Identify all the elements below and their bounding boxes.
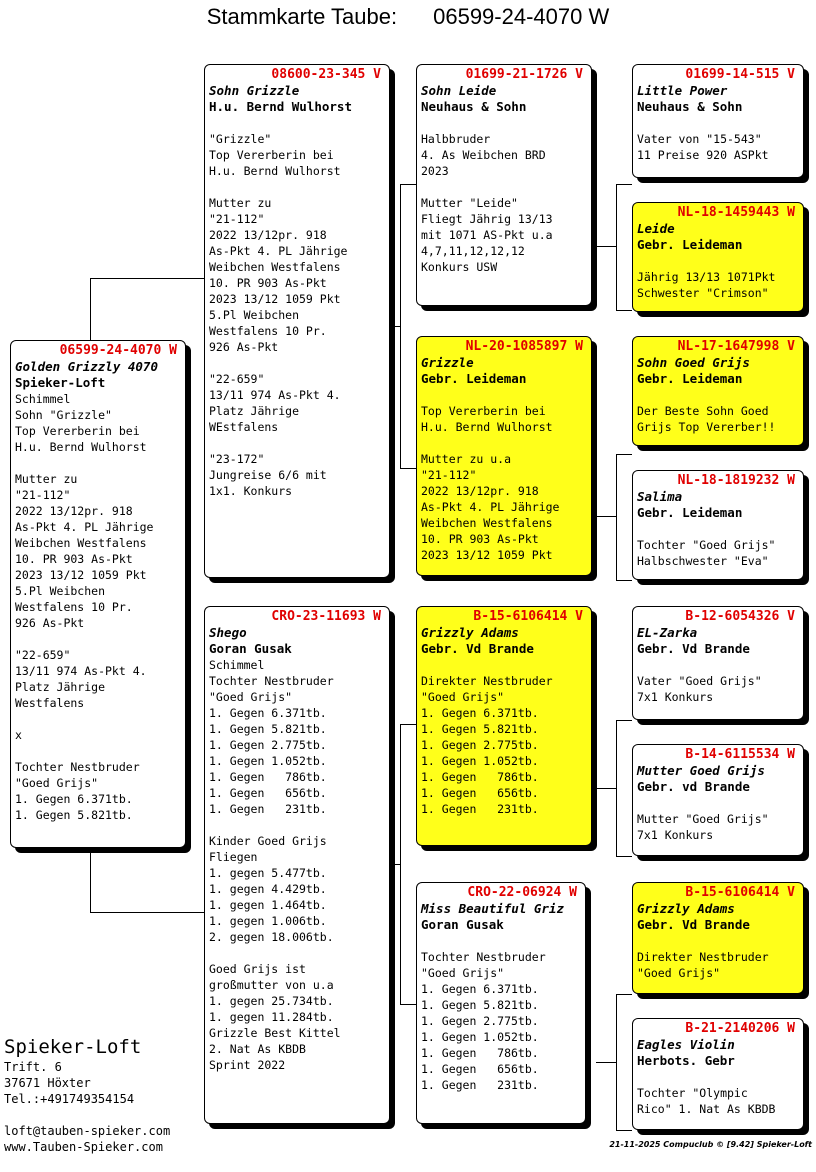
ring-number: CRO-22-06924 W — [467, 885, 577, 900]
connector-line — [400, 1004, 416, 1005]
ring-number: 01699-14-515 V — [685, 67, 795, 82]
breeder-name: Gebr. Vd Brande — [421, 641, 534, 656]
breeder-name: Gebr. Vd Brande — [637, 641, 750, 656]
pigeon-name: Eagles Violin — [637, 1037, 735, 1052]
breeder-name: H.u. Bernd Wulhorst — [209, 99, 352, 114]
pigeon-name: Grizzly Adams — [421, 625, 519, 640]
connector-line — [616, 1130, 632, 1131]
breeder-name: Gebr. Leideman — [421, 371, 527, 386]
connector-line — [596, 246, 616, 247]
ring-number: B-12-6054326 V — [685, 609, 795, 624]
pigeon-card-sds[interactable] — [632, 336, 804, 446]
connector-line — [596, 516, 616, 517]
pigeon-name: Mutter Goed Grijs — [637, 763, 765, 778]
ring-number: 08600-23-345 V — [271, 67, 381, 82]
pigeon-name: Sohn Goed Grijs — [637, 355, 750, 370]
connector-line — [90, 278, 204, 279]
pigeon-notes: Direkter Nestbruder "Goed Grijs" 1. Gegen 6.371tb. 1. Gegen 5.821tb. 1. Gegen 2.775tb. 1. Gegen 1.052tb. 1. Gegen 786tb. 1. Gegen 656tb. 1. Gegen 231tb. — [421, 674, 553, 816]
address-street: Trift. 6 — [4, 1060, 62, 1074]
breeder-name: Gebr. Leideman — [637, 505, 743, 520]
loft-name: Spieker-Loft — [4, 1036, 142, 1058]
pigeon-notes: "Grizzle" Top Vererberin bei H.u. Bernd Wulhorst Mutter zu "21-112" 2022 13/12pr. 918 As-Pkt 4. PL Jährige Weibchen Westfalens 10. PR 903 As-Pkt 2023 13/12 1059 Pkt 5.Pl Weibchen Westfalens 10 Pr. 926 As-Pkt "22-659" 13/11 974 As-Pkt 4. Platz Jährige WEstfalens "23-172" Jungreise 6/6 mit 1x1. Konkurs — [209, 132, 348, 498]
pigeon-card-dam[interactable] — [204, 606, 390, 1124]
pigeon-name: Sohn Leide — [421, 83, 497, 98]
pigeon-card-sdd[interactable] — [632, 470, 804, 580]
pigeon-name: Leide — [637, 221, 675, 236]
pigeon-card-dsd[interactable] — [632, 744, 804, 856]
connector-line — [616, 856, 632, 857]
pigeon-card-ssd[interactable] — [632, 202, 804, 312]
pigeon-card-sire-dam[interactable] — [416, 336, 592, 576]
breeder-name: Gebr. vd Brande — [637, 779, 750, 794]
connector-line — [90, 848, 91, 912]
connector-line — [390, 326, 400, 327]
pigeon-name: Sohn Grizzle — [209, 83, 300, 98]
connector-line — [90, 278, 91, 340]
breeder-name: Herbots. Gebr — [637, 1053, 735, 1068]
pigeon-notes: Vater "Goed Grijs" 7x1 Konkurs — [637, 674, 762, 704]
ring-number: NL-18-1459443 W — [677, 205, 795, 220]
email-link[interactable]: loft@tauben-spieker.com — [4, 1124, 171, 1138]
breeder-name: Goran Gusak — [421, 917, 504, 932]
connector-line — [616, 994, 617, 1130]
connector-line — [616, 720, 632, 721]
pigeon-notes: Der Beste Sohn Goed Grijs Top Vererber!! — [637, 404, 776, 434]
ring-number: B-14-6115534 W — [685, 747, 795, 762]
pigeon-notes: Schimmel Tochter Nestbruder "Goed Grijs" 1. Gegen 6.371tb. 1. Gegen 5.821tb. 1. Gegen 2.775tb. 1. Gegen 1.052tb. 1. Gegen 786tb. 1. Gegen 656tb. 1. Gegen 231tb. Kinder Goed Grijs Fliegen 1. gegen 5.477tb. 1. gegen 4.429tb. 1. gegen 1.464tb. 1. gegen 1.006tb. 2. gegen 18.006tb. Goed Grijs ist großmutter von u.a 1. gegen 25.734tb. 1. gegen 11.284tb. Grizzle Best Kittel 2. Nat As KBDB Sprint 2022 — [209, 658, 341, 1072]
pigeon-notes: Mutter "Goed Grijs" 7x1 Konkurs — [637, 812, 769, 842]
connector-line — [90, 912, 204, 913]
ring-number: NL-20-1085897 W — [465, 339, 583, 354]
website-link[interactable]: www.Tauben-Spieker.com — [4, 1140, 163, 1154]
pigeon-notes: Schimmel Sohn "Grizzle" Top Vererberin bei H.u. Bernd Wulhorst Mutter zu "21-112" 2022 13/12pr. 918 As-Pkt 4. PL Jährige Weibchen Westfalens 10. PR 903 As-Pkt 2023 13/12 1059 Pkt 5.Pl Weibchen Westfalens 10 Pr. 926 As-Pkt "22-659" 13/11 974 As-Pkt 4. Platz Jährige Westfalens x Tochter Nestbruder "Goed Grijs" 1. Gegen 6.371tb. 1. Gegen 5.821tb. — [15, 392, 154, 822]
ring-number: CRO-23-11693 W — [271, 609, 381, 624]
pigeon-name: Golden Grizzly 4070 — [15, 359, 158, 374]
pigeon-card-sss[interactable] — [632, 64, 804, 178]
ring-number: B-21-2140206 W — [685, 1021, 795, 1036]
pigeon-card-subject[interactable] — [10, 340, 186, 848]
pigeon-card-sire[interactable] — [204, 64, 390, 578]
connector-line — [616, 454, 617, 580]
ring-number: 01699-21-1726 V — [465, 67, 583, 82]
address-city: 37671 Höxter — [4, 1076, 91, 1090]
breeder-name: Neuhaus & Sohn — [637, 99, 743, 114]
ring-number: NL-18-1819232 W — [677, 473, 795, 488]
connector-line — [616, 454, 632, 455]
connector-line — [400, 184, 401, 468]
pigeon-notes: Jährig 13/13 1071Pkt Schwester "Crimson" — [637, 270, 776, 300]
connector-line — [616, 994, 632, 995]
pigeon-card-dss[interactable] — [632, 606, 804, 720]
pigeon-notes: Direkter Nestbruder "Goed Grijs" — [637, 950, 769, 980]
phone-number: Tel.:+491749354154 — [4, 1092, 135, 1106]
breeder-name: Gebr. Leideman — [637, 237, 743, 252]
pigeon-name: Shego — [209, 625, 247, 640]
connector-line — [616, 184, 632, 185]
breeder-name: Gebr. Vd Brande — [637, 917, 750, 932]
pigeon-name: Grizzle — [421, 355, 474, 370]
breeder-name: Spieker-Loft — [15, 375, 106, 390]
breeder-name: Neuhaus & Sohn — [421, 99, 527, 114]
title-ring: 06599-24-4070 W — [433, 4, 610, 29]
connector-line — [616, 580, 632, 581]
pigeon-card-sire-sire[interactable] — [416, 64, 592, 306]
pigeon-card-dam-sire[interactable] — [416, 606, 592, 846]
connector-line — [390, 864, 400, 865]
connector-line — [596, 1062, 616, 1063]
page-title — [0, 4, 816, 30]
print-info: 21-11-2025 Compuclub © [9.42] Spieker-Loft — [609, 1140, 812, 1149]
pigeon-name: Salima — [637, 489, 683, 504]
pigeon-notes: Tochter "Goed Grijs" Halbschwester "Eva" — [637, 538, 776, 568]
pigeon-name: Grizzly Adams — [637, 901, 735, 916]
pigeon-name: Little Power — [637, 83, 728, 98]
pigeon-name: EL-Zarka — [637, 625, 698, 640]
title-label: Stammkarte Taube: — [206, 4, 398, 29]
connector-line — [616, 310, 632, 311]
pigeon-name: Miss Beautiful Griz — [421, 901, 564, 916]
pigeon-notes: Top Vererberin bei H.u. Bernd Wulhorst Mutter zu u.a "21-112" 2022 13/12pr. 918 As-Pkt 4. PL Jährige Weibchen Westfalens 10. PR 903 As-Pkt 2023 13/12 1059 Pkt — [421, 404, 560, 562]
pigeon-notes: Vater von "15-543" 11 Preise 920 ASPkt — [637, 132, 769, 162]
connector-line — [400, 724, 416, 725]
pigeon-notes: Tochter "Olympic Rico" 1. Nat As KBDB — [637, 1086, 776, 1116]
pigeon-card-ddd[interactable] — [632, 1018, 804, 1130]
breeder-name: Goran Gusak — [209, 641, 292, 656]
ring-number: B-15-6106414 V — [685, 885, 795, 900]
pigeon-card-dam-dam[interactable] — [416, 882, 586, 1124]
connector-line — [616, 184, 617, 310]
connector-line — [400, 724, 401, 1004]
breeder-name: Gebr. Leideman — [637, 371, 743, 386]
ring-number: NL-17-1647998 V — [677, 339, 795, 354]
ring-number: 06599-24-4070 W — [59, 343, 177, 358]
connector-line — [596, 788, 616, 789]
pigeon-notes: Halbbruder 4. As Weibchen BRD 2023 Mutter "Leide" Fliegt Jährig 13/13 mit 1071 AS-Pkt u.a 4,7,11,12,12,12 Konkurs USW — [421, 132, 553, 274]
pigeon-card-dds[interactable] — [632, 882, 804, 994]
pigeon-notes: Tochter Nestbruder "Goed Grijs" 1. Gegen 6.371tb. 1. Gegen 5.821tb. 1. Gegen 2.775tb. 1. Gegen 1.052tb. 1. Gegen 786tb. 1. Gegen 656tb. 1. Gegen 231tb. — [421, 950, 546, 1092]
connector-line — [400, 468, 416, 469]
ring-number: B-15-6106414 V — [473, 609, 583, 624]
connector-line — [400, 184, 416, 185]
connector-line — [616, 720, 617, 856]
